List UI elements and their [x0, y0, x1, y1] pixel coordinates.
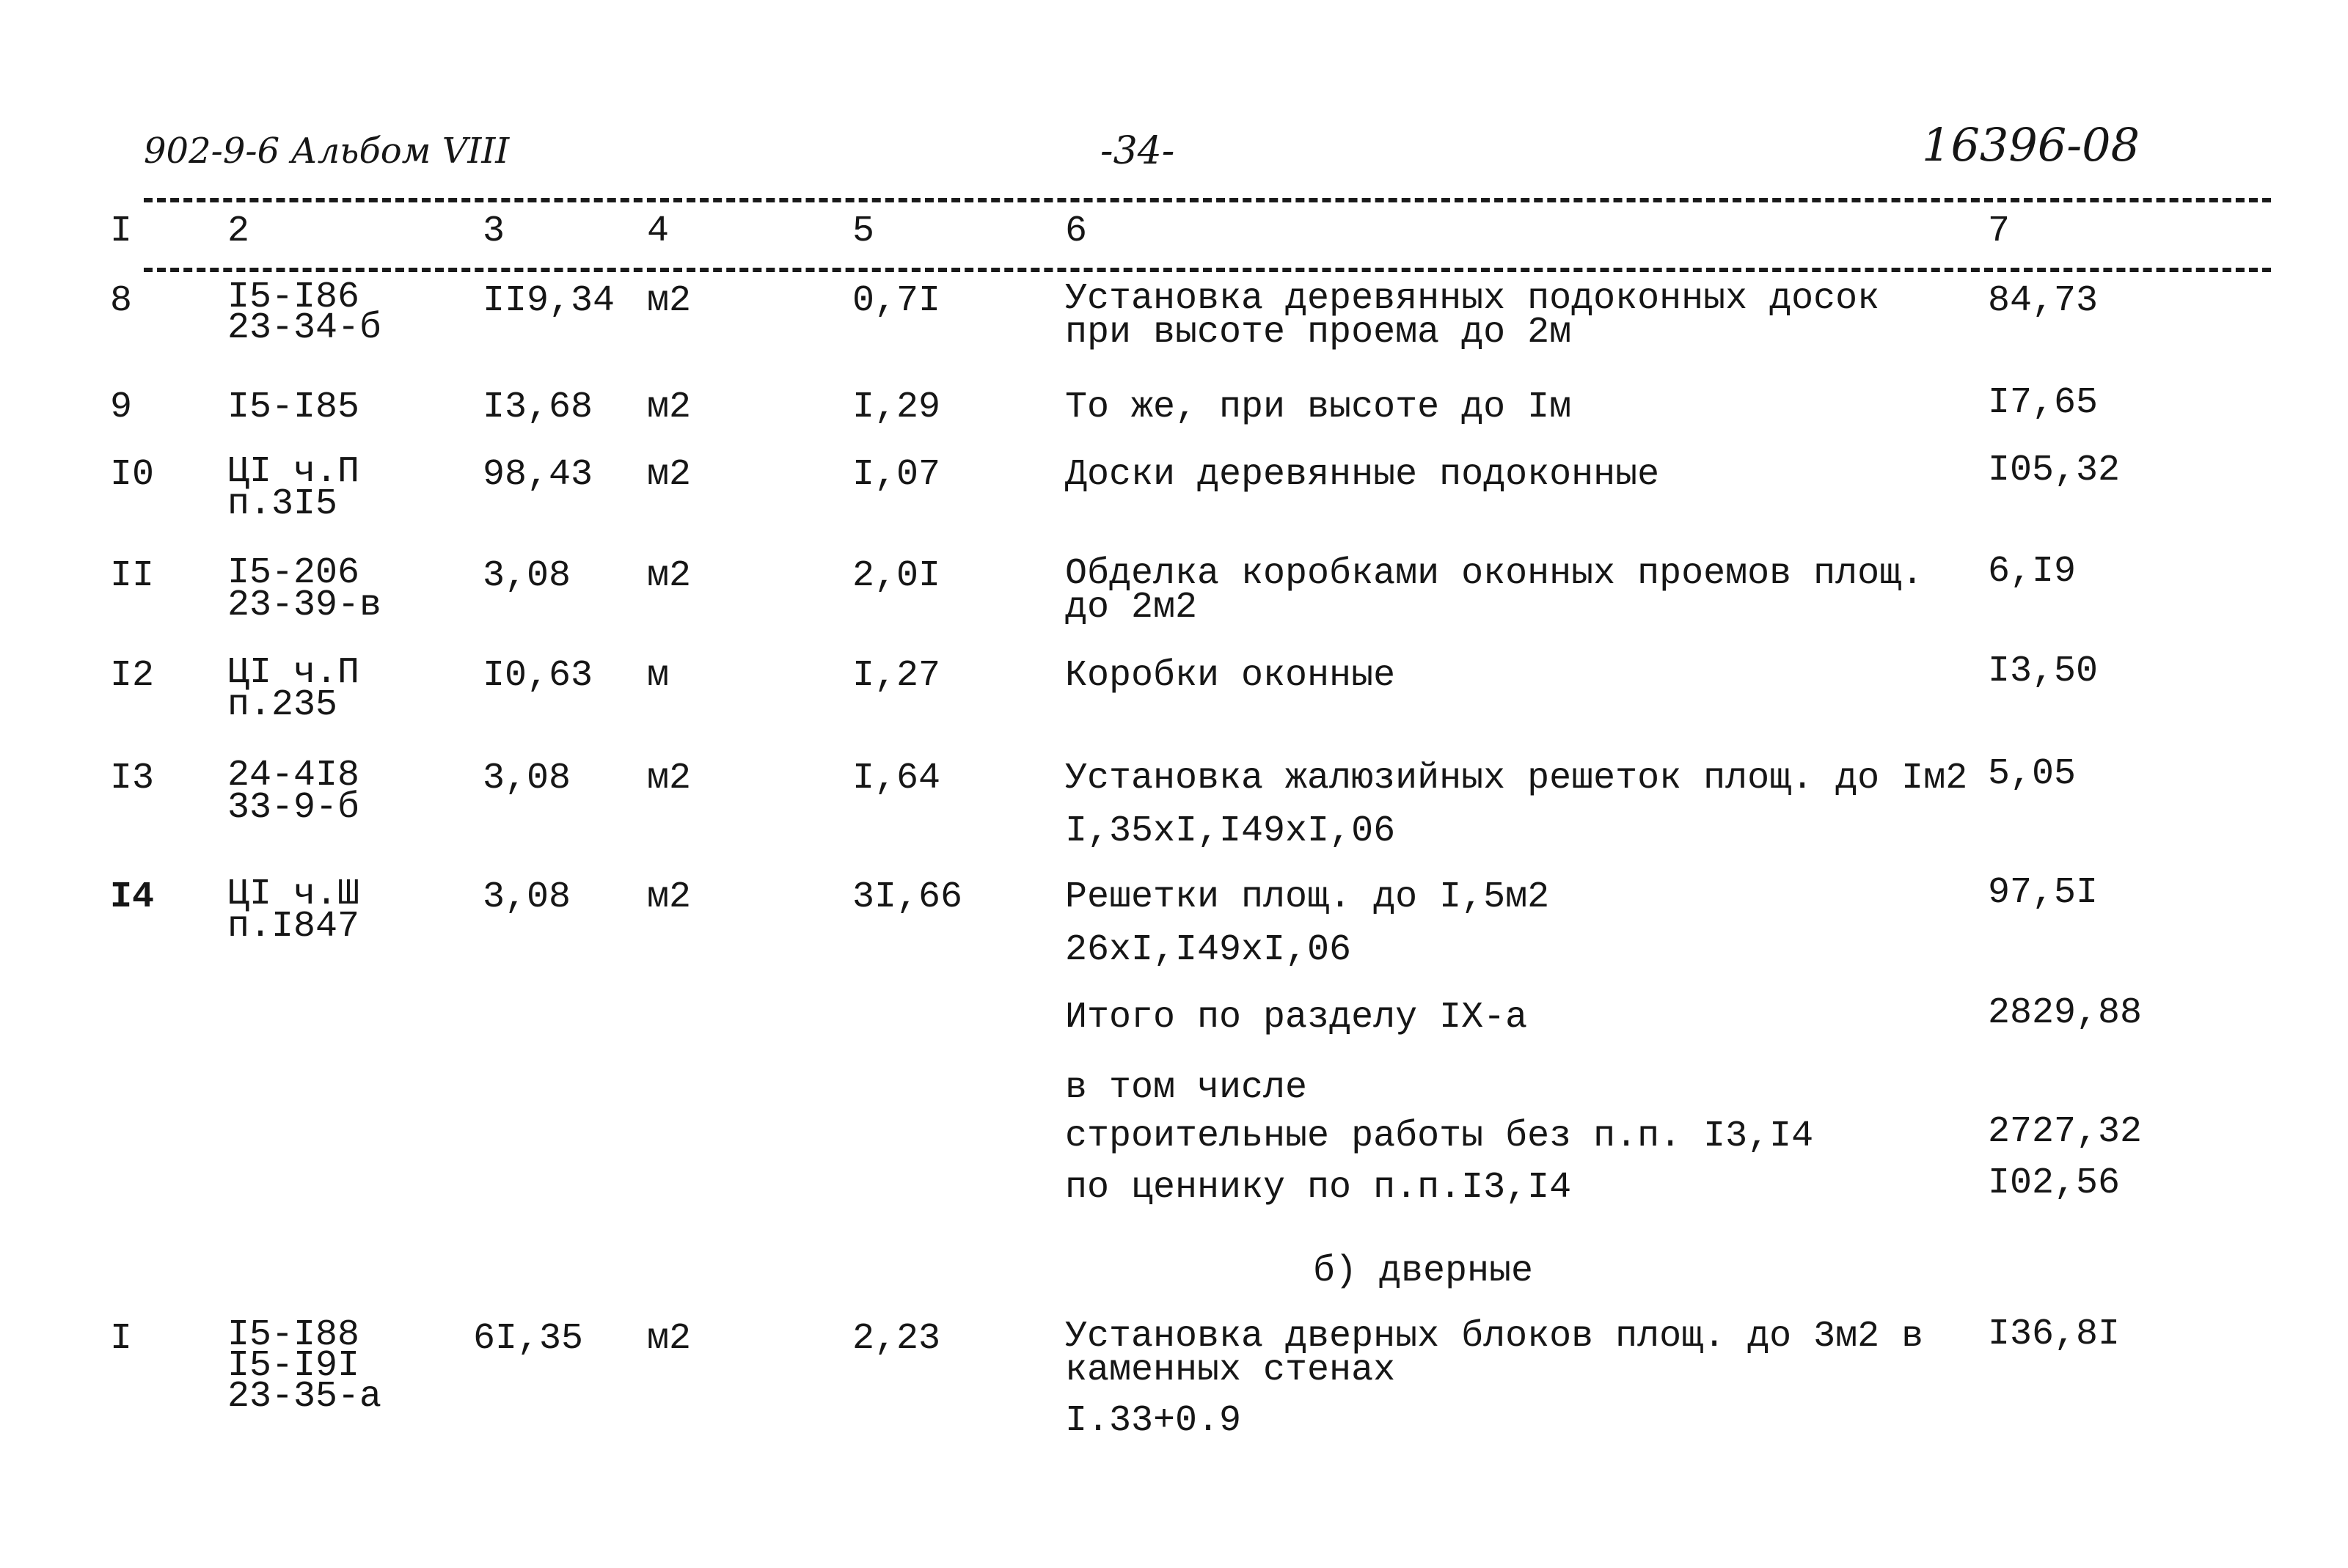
quantity: I3,68	[483, 386, 593, 428]
work-description: Установка дверных блоков площ. до 3м2 в каменных стенах	[1065, 1316, 1924, 1391]
row-number: 8	[110, 280, 133, 322]
row-number: I0	[110, 454, 155, 496]
quantity: 3,08	[483, 555, 571, 597]
work-description: Установка жалюзийных решеток площ. до Iм2	[1065, 758, 1968, 799]
dimension-note: I.33+0.9	[1065, 1400, 1242, 1442]
column-header: 3	[483, 210, 505, 252]
column-header: 7	[1988, 210, 2011, 252]
section-total-label: Итого по разделу IX-а	[1065, 997, 1528, 1038]
unit: м2	[647, 1318, 692, 1360]
document-number: 16396-08	[1922, 118, 2140, 172]
work-description: Решетки площ. до I,5м2	[1065, 876, 1550, 918]
row-number: I4	[110, 876, 155, 918]
dimension-note: 26хI,I49хI,06	[1065, 929, 1352, 971]
total-cost: I36,8I	[1988, 1314, 2121, 1355]
column-header: 6	[1065, 210, 1088, 252]
rate-code: I5-I85	[227, 386, 360, 428]
total-cost: I7,65	[1988, 382, 2099, 424]
section-title: б) дверные	[1313, 1250, 1534, 1292]
work-description: Доски деревянные подоконные	[1065, 454, 1660, 496]
unit: м2	[647, 280, 692, 322]
quantity: 98,43	[483, 454, 593, 496]
album-reference: 902-9-6 Альбом VIII	[144, 131, 510, 172]
unit: м2	[647, 758, 692, 799]
unit-price: I,64	[852, 758, 941, 799]
page-number: -34-	[1100, 129, 1175, 173]
total-cost: I05,32	[1988, 450, 2121, 491]
total-cost: 6,I9	[1988, 551, 2077, 593]
row-number: I2	[110, 655, 155, 697]
work-description: Установка деревянных подоконных досок при высоте проема до 2м	[1065, 278, 1880, 353]
total-cost: 84,73	[1988, 280, 2099, 322]
unit-price: 0,7I	[852, 280, 941, 322]
unit-price: I,07	[852, 454, 941, 496]
total-cost: 97,5I	[1988, 872, 2099, 914]
unit: м2	[647, 876, 692, 918]
column-header: 2	[227, 210, 250, 252]
total-cost: I3,50	[1988, 651, 2099, 692]
rate-code: ЦI ч.Ш п.I847	[227, 873, 360, 948]
rate-code: I5-206 23-39-в	[227, 552, 382, 626]
unit: м2	[647, 555, 692, 597]
pricelist-value: I02,56	[1988, 1162, 2121, 1204]
pricelist-label: по ценнику по п.п.I3,I4	[1065, 1167, 1572, 1209]
dimension-note: I,35хI,I49хI,06	[1065, 810, 1396, 852]
total-cost: 5,05	[1988, 753, 2077, 795]
unit-price: I,27	[852, 655, 941, 697]
rate-code: I5-I88 I5-I9I 23-35-а	[227, 1314, 382, 1418]
unit: м	[647, 655, 670, 697]
column-header: I	[110, 210, 133, 252]
quantity: I0,63	[483, 655, 593, 697]
rate-code: I5-I86 23-34-б	[227, 276, 382, 349]
including-label: в том числе	[1065, 1067, 1308, 1109]
row-number: I3	[110, 758, 155, 799]
construction-works-value: 2727,32	[1988, 1111, 2143, 1153]
work-description: Коробки оконные	[1065, 655, 1396, 697]
work-description: Обделка коробками оконных проемов площ. до 2м2	[1065, 553, 1924, 629]
header-rule-bottom	[144, 268, 2271, 272]
unit-price: I,29	[852, 386, 941, 428]
construction-works-label: строительные работы без п.п. I3,I4	[1065, 1115, 1814, 1157]
unit: м2	[647, 386, 692, 428]
column-header: 5	[852, 210, 875, 252]
quantity: 3,08	[483, 876, 571, 918]
unit-price: 3I,66	[852, 876, 963, 918]
unit-price: 2,0I	[852, 555, 941, 597]
row-number: 9	[110, 386, 133, 428]
quantity: 3,08	[483, 758, 571, 799]
header-rule-top	[144, 198, 2271, 202]
rate-code: ЦI ч.П п.235	[227, 652, 360, 726]
column-header: 4	[647, 210, 670, 252]
row-number: II	[110, 555, 155, 597]
unit: м2	[647, 454, 692, 496]
row-number: I	[110, 1318, 133, 1360]
unit-price: 2,23	[852, 1318, 941, 1360]
work-description: То же, при высоте до Iм	[1065, 386, 1572, 428]
rate-code: ЦI ч.П п.3I5	[227, 451, 360, 525]
quantity: II9,34	[483, 280, 615, 322]
quantity: 6I,35	[473, 1318, 584, 1360]
rate-code: 24-4I8 33-9-б	[227, 755, 360, 829]
section-total-value: 2829,88	[1988, 992, 2143, 1034]
